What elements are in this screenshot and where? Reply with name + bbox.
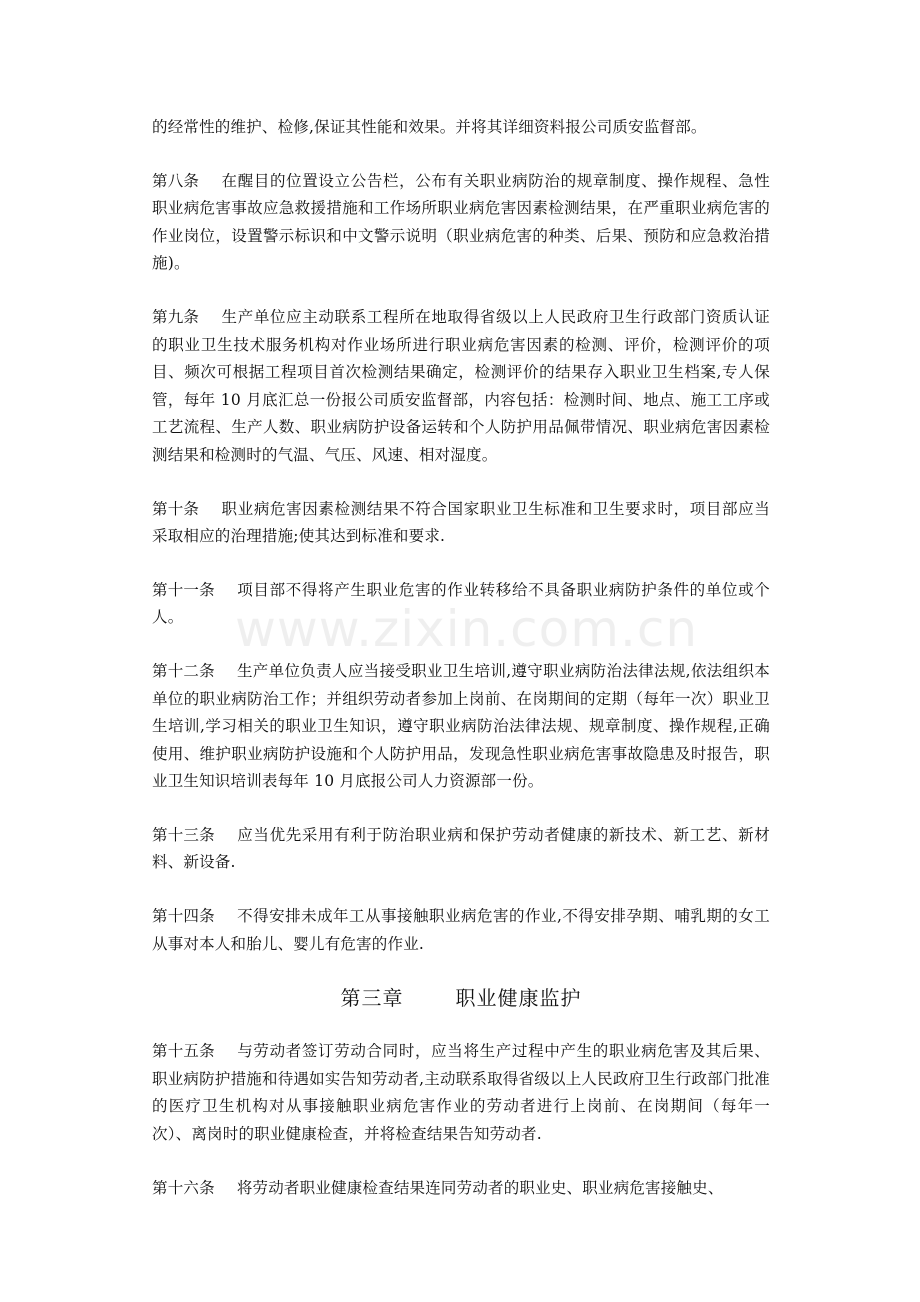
article-number: 第八条	[152, 171, 200, 190]
article-number: 第十五条	[152, 1042, 215, 1061]
article-number: 第十二条	[152, 661, 215, 680]
article-text: 项目部不得将产生职业危害的作业转移给不具备职业病防护条件的单位或个人。	[152, 580, 770, 627]
article-number: 第十四条	[152, 907, 215, 926]
article-text: 应当优先采用有利于防治职业病和保护劳动者健康的新技术、新工艺、新材料、新设备.	[152, 825, 770, 872]
article-number: 第十一条	[152, 580, 215, 599]
article-number: 第十条	[152, 499, 200, 518]
article-11	[152, 577, 770, 632]
chapter-title: 职业健康监护	[455, 986, 582, 1011]
chapter-heading	[152, 984, 770, 1012]
article-text: 在醒目的位置设立公告栏，公布有关职业病防治的规章制度、操作规程、急性职业病危害事故应急救援措施和工作场所职业病危害因素检测结果，在严重职业病危害的作业岗位，设置警示标识和中文警示说明（职业病危害的种类、后果、预防和应急救治措施)。	[152, 171, 770, 273]
article-10	[152, 496, 770, 551]
article-text: 将劳动者职业健康检查结果连同劳动者的职业史、职业病危害接触史、	[236, 1178, 724, 1197]
article-text: 职业病危害因素检测结果不符合国家职业卫生标准和卫生要求时，项目部应当采取相应的治理措施;使其达到标准和要求.	[152, 499, 770, 546]
article-number: 第十三条	[152, 825, 215, 844]
article-text: 不得安排未成年工从事接触职业病危害的作业,不得安排孕期、哺乳期的女工从事对本人和胎儿、婴儿有危害的作业.	[152, 907, 770, 953]
article-15	[152, 1038, 770, 1148]
article-9	[152, 304, 770, 470]
article-12	[152, 658, 770, 796]
article-text: 生产单位应主动联系工程所在地取得省级以上人民政府卫生行政部门资质认证的职业卫生技术服务机构对作业场所进行职业病危害因素的检测、评价，检测评价的项目、频次可根据工程项目首次检测结果确定，检测评价的结果存入职业卫生档案,专人保管，每年 10 月底汇总一份报公司质安监督部，内容包括：检测时间、地点、施工工序或工艺流程、生产人数、职业病防护设备运转和个人防护用品佩带情况、职业病危害因素检测结果和检测时的气温、气压、风速、相对湿度。	[152, 307, 770, 464]
article-13	[152, 822, 770, 877]
article-16	[152, 1175, 770, 1203]
chapter-number: 第三章	[340, 986, 404, 1011]
paragraph-text: 的经常性的维护、检修,保证其性能和效果。并将其详细资料报公司质安监督部。	[152, 118, 707, 136]
article-number: 第十六条	[152, 1178, 215, 1197]
article-8	[152, 168, 770, 278]
watermark: www.zixin.com.cn	[235, 600, 699, 658]
article-text: 与劳动者签订劳动合同时，应当将生产过程中产生的职业病危害及其后果、职业病防护措施和待遇如实告知劳动者,主动联系取得省级以上人民政府卫生行政部门批准的医疗卫生机构对从事接触职业病危害作业的劳动者进行上岗前、在岗期间（每年一次）、离岗时的职业健康检查，并将检查结果告知劳动者.	[152, 1042, 770, 1144]
document-page	[152, 114, 770, 1228]
article-14	[152, 903, 770, 958]
article-number: 第九条	[152, 307, 200, 326]
article-text: 生产单位负责人应当接受职业卫生培训,遵守职业病防治法律法规,依法组织本单位的职业病防治工作；并组织劳动者参加上岗前、在岗期间的定期（每年一次）职业卫生培训,学习相关的职业卫生知识，遵守职业病防治法律法规、规章制度、操作规程,正确使用、维护职业病防护设施和个人防护用品，发现急性职业病危害事故隐患及时报告，职业卫生知识培训表每年 10 月底报公司人力资源部一份。	[152, 661, 770, 791]
paragraph-continuation	[152, 114, 770, 142]
